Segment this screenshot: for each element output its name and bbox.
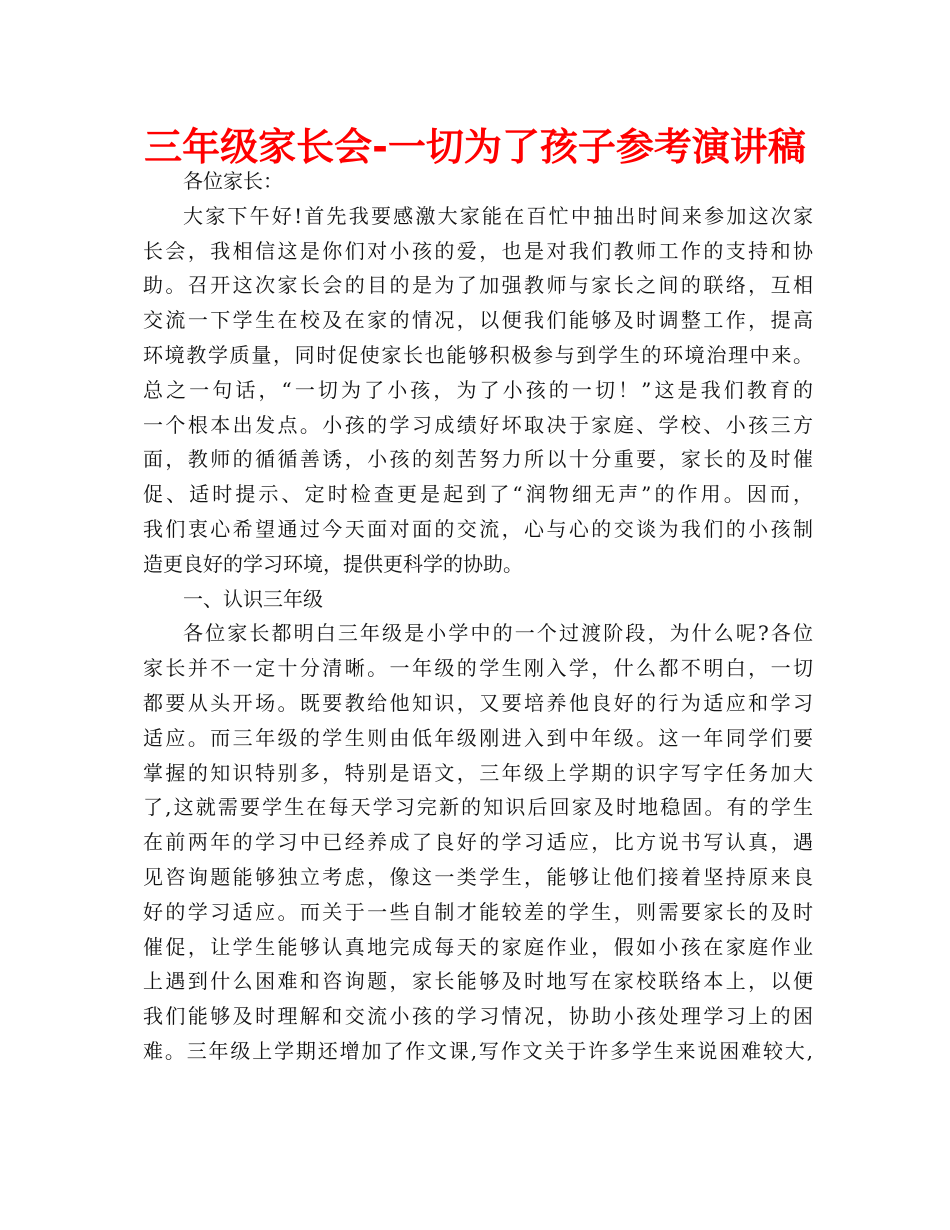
body-line: 难。三年级上学期还增加了作文课,写作文关于许多学生来说困难较大, — [143, 1038, 813, 1063]
body-line: 总之一句话，“一切为了小孩，为了小孩的一切！”这是我们教育的 — [143, 377, 813, 402]
body-line: 我们能够及时理解和交流小孩的学习情况，协助小孩处理学习上的困 — [143, 1004, 813, 1029]
body-line: 一、认识三年级 — [183, 586, 323, 611]
body-line: 助。召开这次家长会的目的是为了加强教师与家长之间的联络，互相 — [143, 273, 813, 298]
body-line: 环境教学质量，同时促使家长也能够积极参与到学生的环境治理中来。 — [143, 342, 813, 367]
body-line: 交流一下学生在校及在家的情况，以便我们能够及时调整工作，提高 — [143, 308, 813, 333]
body-line: 好的学习适应。而关于一些自制才能较差的学生，则需要家长的及时 — [143, 899, 813, 924]
body-line: 促、适时提示、定时检查更是起到了“润物细无声”的作用。因而， — [143, 482, 813, 507]
body-line: 上遇到什么困难和咨询题，家长能够及时地写在家校联络本上，以便 — [143, 969, 813, 994]
document-title: 三年级家长会-一切为了孩子参考演讲稿 — [144, 125, 806, 169]
body-line: 各位家长： — [183, 169, 283, 193]
body-line: 大家下午好!首先我要感激大家能在百忙中抽出时间来参加这次家 — [183, 203, 813, 228]
body-line: 掌握的知识特别多，特别是语文，三年级上学期的识字写字任务加大 — [143, 760, 813, 785]
document-body — [143, 164, 813, 1069]
body-line: 我们衷心希望通过今天面对面的交流，心与心的交谈为我们的小孩制 — [143, 516, 813, 541]
body-line: 催促，让学生能够认真地完成每天的家庭作业，假如小孩在家庭作业 — [143, 934, 813, 959]
body-line: 长会，我相信这是你们对小孩的爱，也是对我们教师工作的支持和协 — [143, 238, 813, 263]
body-line: 在前两年的学习中已经养成了良好的学习适应，比方说书写认真，遇 — [143, 830, 813, 855]
body-line: 一个根本出发点。小孩的学习成绩好坏取决于家庭、学校、小孩三方 — [143, 412, 813, 437]
body-line: 造更良好的学习环境，提供更科学的协助。 — [143, 551, 523, 576]
body-line: 各位家长都明白三年级是小学中的一个过渡阶段，为什么呢?各位 — [183, 621, 813, 646]
body-line: 都要从头开场。既要教给他知识，又要培养他良好的行为适应和学习 — [143, 690, 813, 715]
body-line: 见咨询题能够独立考虑，像这一类学生，能够让他们接着坚持原来良 — [143, 864, 813, 889]
body-line: 适应。而三年级的学生则由低年级刚进入到中年级。这一年同学们要 — [143, 725, 813, 750]
body-line: 面，教师的循循善诱，小孩的刻苦努力所以十分重要，家长的及时催 — [143, 447, 813, 472]
body-line: 了,这就需要学生在每天学习完新的知识后回家及时地稳固。有的学生 — [143, 795, 813, 820]
body-line: 家长并不一定十分清晰。一年级的学生刚入学，什么都不明白，一切 — [143, 656, 813, 681]
